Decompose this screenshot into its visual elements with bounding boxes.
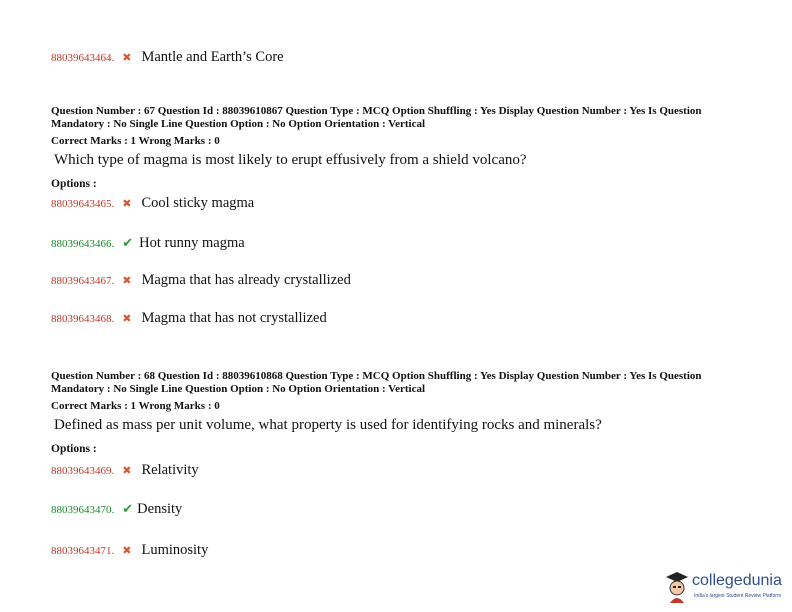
- option-row: [51, 48, 284, 66]
- cross-icon: ✖: [122, 198, 132, 210]
- option-id: 88039643464.: [51, 52, 115, 64]
- option-id: 88039643468.: [51, 313, 115, 325]
- check-icon: ✔: [122, 501, 134, 516]
- option-row: [51, 309, 327, 327]
- option-id: 88039643470.: [51, 504, 115, 516]
- options-label: Options :: [51, 178, 97, 190]
- option-text: Magma that has already crystallized: [141, 272, 351, 288]
- option-id: 88039643465.: [51, 198, 115, 210]
- logo-tagline: India's largest Student Review Platform: [694, 593, 782, 599]
- check-icon: ✔: [122, 235, 134, 250]
- option-text: Relativity: [141, 462, 199, 478]
- option-text: Density: [137, 501, 183, 517]
- option-row: [51, 461, 199, 479]
- option-id: 88039643469.: [51, 465, 115, 477]
- option-row: [51, 541, 208, 559]
- question-marks: Correct Marks : 1 Wrong Marks : 0: [51, 400, 220, 412]
- option-row: [51, 234, 245, 252]
- cross-icon: ✖: [122, 465, 132, 477]
- option-row: [51, 194, 254, 212]
- collegedunia-logo: [664, 569, 788, 605]
- option-text: Hot runny magma: [139, 235, 245, 251]
- option-row: [51, 271, 351, 289]
- cross-icon: ✖: [122, 545, 132, 557]
- cross-icon: ✖: [122, 275, 132, 287]
- question-meta: Question Number : 68 Question Id : 88039610868 Question Type : MCQ Option Shuffling : Yes Display Question Number : Yes Is Question Mandatory : No Single Line Question Option : No Option Orientation : Vertical: [51, 370, 702, 395]
- option-text: Cool sticky magma: [141, 195, 255, 211]
- option-text: Luminosity: [141, 542, 209, 558]
- question-marks: Correct Marks : 1 Wrong Marks : 0: [51, 135, 220, 147]
- option-id: 88039643471.: [51, 545, 115, 557]
- option-id: 88039643467.: [51, 275, 115, 287]
- option-row: [51, 500, 182, 518]
- option-id: 88039643466.: [51, 238, 115, 250]
- question-text: Which type of magma is most likely to erupt effusively from a shield volcano?: [54, 152, 527, 168]
- graduate-icon: [664, 569, 690, 603]
- options-label: Options :: [51, 443, 97, 455]
- option-text: Magma that has not crystallized: [141, 310, 327, 326]
- logo-name: collegedunia: [692, 572, 782, 589]
- cross-icon: ✖: [122, 52, 132, 64]
- option-text: Mantle and Earth’s Core: [141, 49, 284, 65]
- question-meta: Question Number : 67 Question Id : 88039610867 Question Type : MCQ Option Shuffling : Yes Display Question Number : Yes Is Question Mandatory : No Single Line Question Option : No Option Orientation : Vertical: [51, 105, 702, 130]
- question-text: Defined as mass per unit volume, what property is used for identifying rocks and minerals?: [54, 417, 602, 433]
- cross-icon: ✖: [122, 313, 132, 325]
